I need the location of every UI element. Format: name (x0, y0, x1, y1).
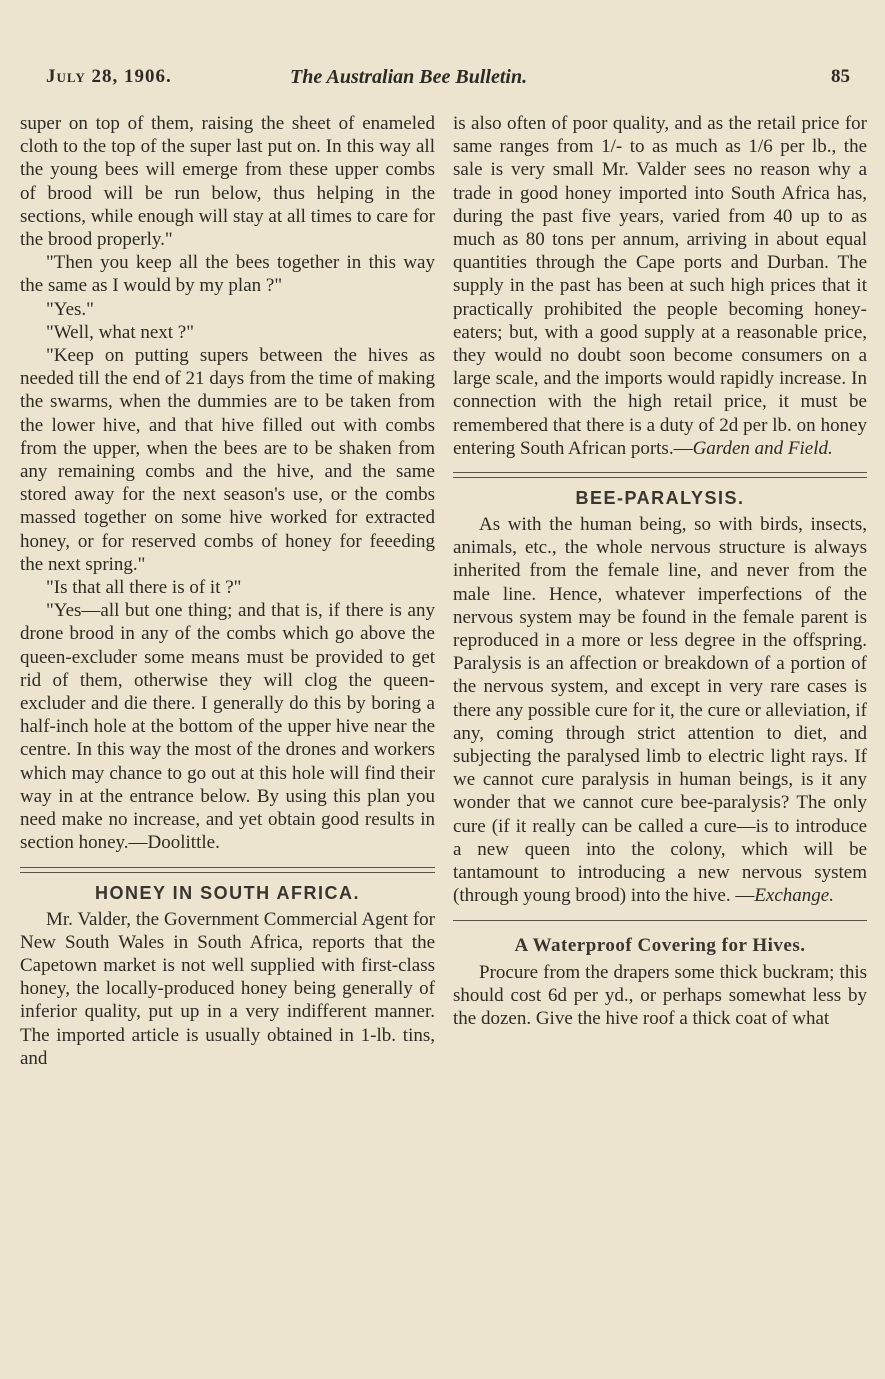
paragraph: "Is that all there is of it ?" (46, 577, 242, 599)
paragraph-text: is also often of poor quality, and as the retail price for same ranges from 1/- to as much as 1/6 per lb., the sale is very small Mr. Valder sees no reason why a trade in good honey imported into South Africa has, during the past five years, varied from 40 up to as much as 80 tons per annum, arriving in about equal quantities through the Cape ports and Durban. The supply in the past has been at such high prices that it practically prohibited the people becoming honey-eaters; but, with a good supply at a reasonable price, they would no doubt soon become consumers on a large scale, and the imports would rapidly increase. In connection with the high retail price, it must be remembered that there is a duty of 2d per lb. on honey entering South African ports.— (453, 113, 867, 459)
section-heading: BEE-PARALYSIS. (575, 488, 745, 509)
page-number: 85 (831, 66, 850, 87)
paragraph: super on top of them, raising the sheet of enameled cloth to the top of the super last put on. In this way all the young bees will emerge from these upper combs of brood will be run below, thus helping in the sections, while enough will stay at all times to care for the brood properly." (20, 113, 435, 251)
section-heading: A Waterproof Covering for Hives. (514, 934, 806, 956)
paragraph: "Yes." (46, 298, 94, 320)
section-divider (453, 472, 867, 478)
journal-title: The Australian Bee Bulletin. (290, 66, 528, 88)
paragraph (453, 112, 867, 460)
paragraph: "Yes—all but one thing; and that is, if there is any drone brood in any of the combs which go above the queen-excluder some means must be provided to get rid of them, otherwise they will clog the queen-excluder and die there. I generally do this by boring a half-inch hole at the bottom of the upper hive near the centre. In this way the most of the drones and workers which may chance to go out at this hole will find their way in at the entrance below. By using this plan you need make no increase, and yet obtain good results in section honey.—Doolittle. (20, 600, 435, 854)
paragraph-text: As with the human being, so with birds, insects, animals, etc., the whole nervous structure is always inherited from the female line, and never from the male line. Hence, whatever imperfections of the nervous system may be found in the female parent is reproduced in a more or less degree in the offspring. Paralysis is an affection or breakdown of a portion of the nervous system, and except in very rare cases is there any possible cure for it, the cure or alleviation, if any, coming through strict attention to diet, and subjecting the paralysed limb to electric light rays. If we cannot cure paralysis in human beings, is it any wonder that we cannot cure bee-paralysis? The only cure (if it really can be called a cure—is to introduce a new queen into the colony, which will be tantamount to introducing a new nervous system (through young brood) into the hive. — (453, 514, 867, 907)
paragraph: Procure from the drapers some thick buckram; this should cost 6d per yd., or perhaps somewhat less by the dozen. Give the hive roof a thick coat of what (453, 961, 867, 1029)
left-column (20, 112, 435, 1070)
right-column (453, 112, 867, 1030)
paragraph (453, 513, 867, 907)
paragraph: "Then you keep all the bees together in this way the same as I would by my plan ?" (20, 252, 435, 297)
source-credit: Exchange. (754, 885, 834, 907)
issue-date: July 28, 1906. (46, 66, 172, 87)
section-divider (20, 867, 435, 873)
source-credit: Garden and Field. (692, 437, 833, 459)
section-divider (453, 920, 867, 921)
page-header (40, 66, 850, 96)
section-heading: HONEY IN SOUTH AFRICA. (94, 882, 360, 903)
paragraph: "Well, what next ?" (46, 321, 194, 343)
paragraph: Mr. Valder, the Government Commercial Agent for New South Wales in South Africa, reports that the Capetown market is not well supplied with first-class honey, the locally-produced honey being generally of inferior quality, put up in a very indifferent manner. The imported article is usually obtained in 1-lb. tins, and (20, 908, 435, 1069)
paragraph: "Keep on putting supers between the hives as needed till the end of 21 days from the time of making the swarms, when the dummies are to be taken from the lower hive, and that hive filled out with combs from the upper, when the bees are to be shaken from any remaining combs and the hive, and the same stored away for the next season's use, or the combs massed together on some hive worked for extracted honey, or for reserved combs of honey for feeeding the next spring." (20, 345, 435, 575)
